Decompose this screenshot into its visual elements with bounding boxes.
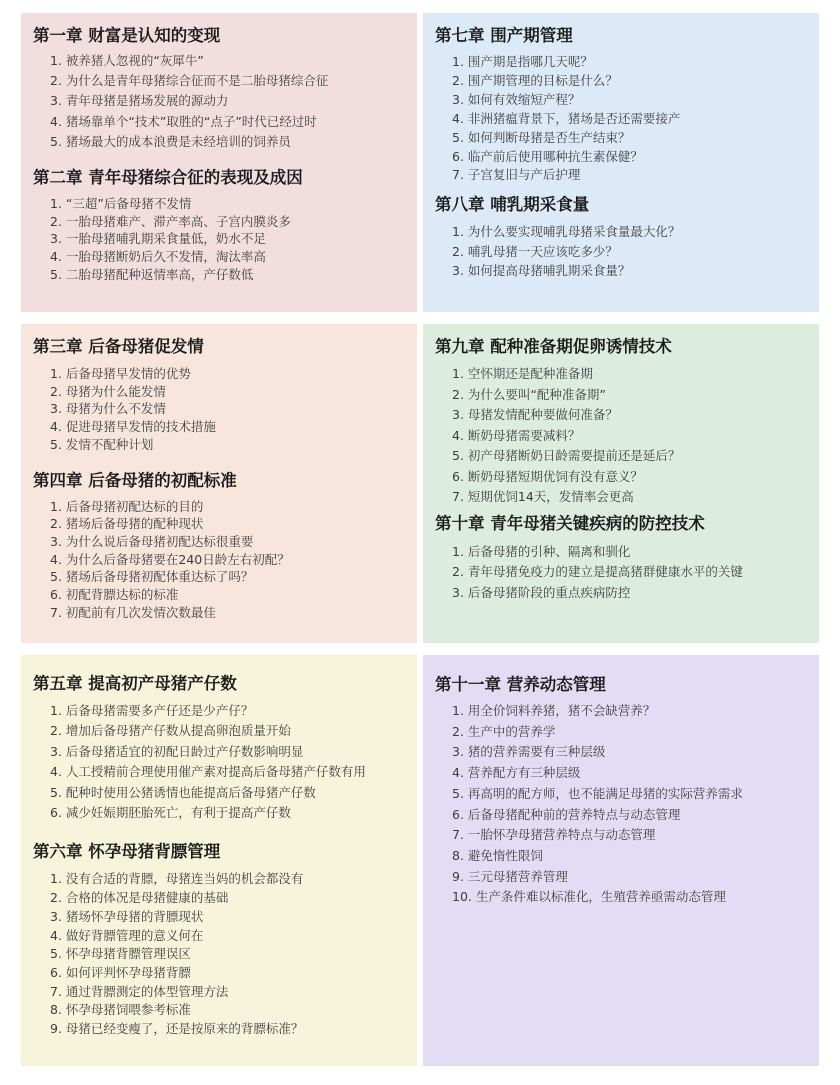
list-item: 2. 一胎母猪难产、滞产率高、子宫内膜炎多 [50,213,291,229]
chapter-title: 第二章 青年母猪综合征的表现及成因 [33,168,303,188]
chapter-2 [33,167,405,284]
list-item: 4. 断奶母猪需要减料？ [452,427,581,443]
list-item: 1. 后备母猪初配达标的目的 [50,498,204,514]
list-item: 7. 短期优饲14天，发情率会更高 [452,489,634,504]
list-item: 4. 人工授精前合理使用催产素对提高后备母猪产仔数有用 [50,764,366,780]
list-item: 6. 减少妊娠期胚胎死亡，有利于提高产仔数 [50,805,291,821]
chapter-title: 第六章 怀孕母猪背膘管理 [33,842,221,862]
list-item: 6. 临产前后使用哪种抗生素保健？ [452,148,643,164]
panel-chapters-5-6 [21,655,417,1066]
list-item: 4. 为什么后备母猪要在240日龄左右初配？ [50,551,290,567]
list-item: 1. 后备母猪需要多产仔还是少产仔？ [50,703,254,718]
list-item: 2. 生产中的营养学 [452,723,556,739]
list-item: 8. 避免惰性限饲 [452,847,543,863]
list-item: 6. 如何评判怀孕母猪背膘 [50,964,191,980]
chapter-title: 第七章 围产期管理 [435,26,573,45]
list-item: 1. 为什么要实现哺乳母猪采食量最大化？ [452,224,681,240]
list-item: 4. 一胎母猪断奶后久不发情，淘汰率高 [50,249,266,265]
list-item: 1. 空怀期还是配种准备期 [452,366,593,381]
list-item: 2. 青年母猪免疫力的建立是提高猪群健康水平的关键 [452,564,743,579]
chapter-title: 第十章 青年母猪关键疾病的防控技术 [435,513,705,533]
list-item: 4. 非洲猪瘟背景下，猪场是否还需要接产 [452,110,681,126]
list-item: 3. 猪的营养需要有三种层级 [452,744,606,760]
panel-chapters-1-2 [21,13,417,312]
list-item: 2. 围产期管理的目标是什么？ [452,72,618,88]
list-item: 2. 为什么是青年母猪综合征而不是二胎母猪综合征 [50,73,329,89]
list-item: 7. 通过背膘测定的体型管理方法 [50,983,229,999]
chapter-5 [33,673,405,823]
chapter-title: 第九章 配种准备期促卵诱情技术 [435,337,672,356]
list-item: 4. 促进母猪早发情的技术措施 [50,419,216,435]
list-item: 5. 初产母猪断奶日龄需要提前还是延后？ [452,448,681,463]
list-item: 5. 配种时使用公猪诱情也能提高后备母猪产仔数 [50,784,316,800]
list-item: 1. 被养猪人忽视的“灰犀牛” [50,53,204,68]
chapter-1 [33,25,405,152]
list-item: 3. 猪场怀孕母猪的背膘现状 [50,908,204,924]
list-item: 2. 合格的体况是母猪健康的基础 [50,890,229,906]
list-item: 8. 怀孕母猪饲喂参考标准 [50,1002,191,1018]
chapter-title: 第四章 后备母猪的初配标准 [33,470,237,490]
list-item: 3. 如何有效缩短产程？ [452,91,581,107]
list-item: 10. 生产条件难以标准化，生殖营养亟需动态管理 [452,889,726,905]
list-item: 4. 猪场靠单个“技术”取胜的“点子”时代已经过时 [50,113,317,129]
panel-chapters-3-4 [21,324,417,643]
list-item: 3. 后备母猪适宜的初配日龄过产仔数影响明显 [50,743,304,759]
list-item: 2. 母猪为什么能发情 [50,383,166,399]
chapter-9 [435,336,807,508]
list-item: 1. 后备母猪早发情的优势 [50,366,191,381]
list-item: 2. 增加后备母猪产仔数从提高卵泡质量开始 [50,723,291,739]
list-item: 1. 用全价饲料养猪，猪不会缺营养？ [452,703,656,718]
list-item: 9. 母猪已经变瘦了，还是按原来的背膘标准？ [50,1021,304,1037]
list-item: 3. 为什么说后备母猪初配达标很重要 [50,533,254,549]
chapter-title: 第十一章 营养动态管理 [435,675,606,694]
list-item: 2. 猪场后备母猪的配种现状 [50,516,204,532]
panel-chapters-9-10 [423,324,819,643]
chapter-11 [435,674,807,908]
list-item: 5. 二胎母猪配种返情率高，产仔数低 [50,266,254,282]
list-item: 1. “三超”后备母猪不发情 [50,196,192,212]
chapter-title: 第一章 财富是认知的变现 [33,26,221,45]
chapter-8 [435,194,807,281]
list-item: 1. 后备母猪的引种、隔离和驯化 [452,543,631,559]
list-item: 4. 做好背膘管理的意义何在 [50,927,204,943]
list-item: 1. 围产期是指哪几天呢？ [452,54,593,69]
chapter-title: 第八章 哺乳期采食量 [435,195,590,215]
list-item: 2. 哺乳母猪一天应该吃多少？ [452,243,618,259]
list-item: 5. 怀孕母猪背膘管理误区 [50,946,191,962]
list-item: 5. 如何判断母猪是否生产结束？ [452,129,631,145]
list-item: 3. 青年母猪是猪场发展的源动力 [50,93,229,109]
panel-chapter-11 [423,655,819,1066]
list-item: 7. 子宫复旧与产后护理 [452,167,581,183]
list-item: 7. 一胎怀孕母猪营养特点与动态管理 [452,827,656,843]
list-item: 7. 初配前有几次发情次数最佳 [50,604,216,620]
list-item: 3. 母猪发情配种要做何准备？ [452,407,618,422]
list-item: 9. 三元母猪营养管理 [452,868,568,884]
chapter-title: 第三章 后备母猪促发情 [33,337,204,356]
chapter-3 [33,336,405,454]
list-item: 5. 猪场最大的成本浪费是未经培训的饲养员 [50,133,291,149]
list-item: 1. 没有合适的背膘，母猪连当妈的机会都没有 [50,871,304,887]
chapter-title: 第五章 提高初产母猪产仔数 [33,674,237,693]
list-item: 4. 营养配方有三种层级 [452,765,581,781]
list-item: 5. 猪场后备母猪初配体重达标了吗？ [50,569,254,585]
list-item: 6. 初配背膘达标的标准 [50,587,179,603]
panel-chapters-7-8 [423,13,819,312]
list-item: 3. 后备母猪阶段的重点疾病防控 [452,584,631,600]
list-item: 2. 为什么要叫“配种准备期” [452,386,606,402]
list-item: 3. 一胎母猪哺乳期采食量低，奶水不足 [50,231,266,247]
list-item: 5. 再高明的配方师，也不能满足母猪的实际营养需求 [452,785,743,801]
list-item: 3. 如何提高母猪哺乳期采食量？ [452,263,631,279]
chapter-6 [33,841,405,1038]
list-item: 6. 断奶母猪短期优饲有没有意义？ [452,468,643,484]
chapter-7 [435,25,807,185]
list-item: 6. 后备母猪配种前的营养特点与动态管理 [452,806,681,822]
list-item: 3. 母猪为什么不发情 [50,401,166,417]
list-item: 5. 发情不配种计划 [50,436,154,452]
chapter-4 [33,470,405,622]
chapter-10 [435,513,807,604]
